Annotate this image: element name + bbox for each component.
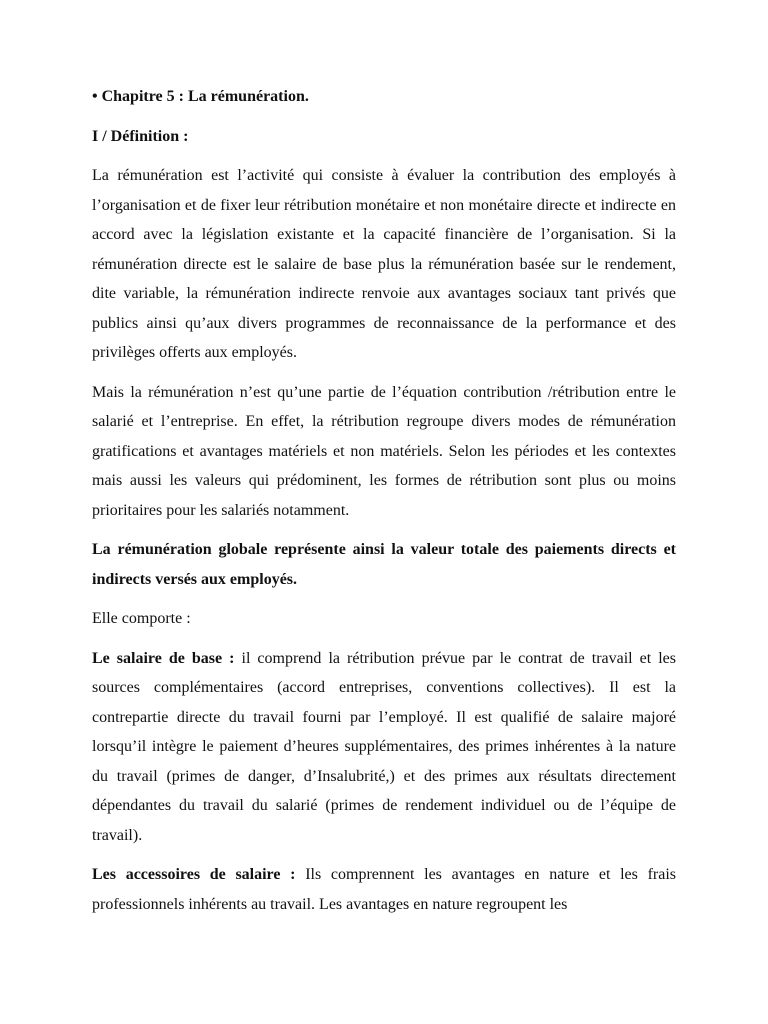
term-salaire-de-base: Le salaire de base :: [92, 649, 235, 667]
text-salaire-de-base: il comprend la rétribution prévue par le contrat de travail et les sources complémentaires (accord entreprises, conventions collectives). Il est la contrepartie directe du travail fourni par l’employé. Il est qualifié de salaire majoré lorsqu’il intègre le paiement d’heures supplémentaires, des primes inhérentes à la nature du travail (primes de danger, d’Insalubrité,) et des primes aux résultats directement dépendantes du travail du salarié (primes de rendement individuel ou de l’équipe de travail).: [92, 649, 677, 844]
paragraph-definition: La rémunération est l’activité qui consiste à évaluer la contribution des employés à l’organisation et de fixer leur rétribution monétaire et non monétaire directe et indirecte en accord avec la législation existante et la capacité financière de l’organisation. Si la rémunération directe est le salaire de base plus la rémunération basée sur le rendement, dite variable, la rémunération indirecte renvoie aux avantages sociaux tant privés que publics ainsi qu’aux divers programmes de reconnaissance de la performance et des privilèges offerts aux employés.: [92, 167, 676, 361]
chapter-title: • Chapitre 5 : La rémunération.: [92, 88, 309, 105]
paragraph-elle-comporte: Elle comporte :: [92, 610, 191, 627]
document-page: [92, 82, 676, 929]
term-accessoires-de-salaire: Les accessoires de salaire :: [92, 866, 296, 883]
text-accessoires-de-salaire: Ils comprennent les avantages en nature et les frais professionnels inhérents au travail. Les avantages en nature regroupent les: [92, 866, 677, 913]
paragraph-accessoires-de-salaire: [92, 860, 676, 919]
section-title: I / Définition :: [92, 127, 189, 145]
paragraph-salaire-de-base: [92, 644, 676, 851]
paragraph-global-remuneration: La rémunération globale représente ainsi la valeur totale des paiements directs et indirects versés aux employés.: [92, 541, 676, 588]
paragraph-equation: Mais la rémunération n’est qu’une partie de l’équation contribution /rétribution entre le salarié et l’entreprise. En effet, la rétribution regroupe divers modes de rémunération gratifications et avantages matériels et non matériels. Selon les périodes et les contextes mais aussi les valeurs qui prédominent, les formes de rétribution sont plus ou moins prioritaires pour les salariés notamment.: [92, 383, 676, 519]
